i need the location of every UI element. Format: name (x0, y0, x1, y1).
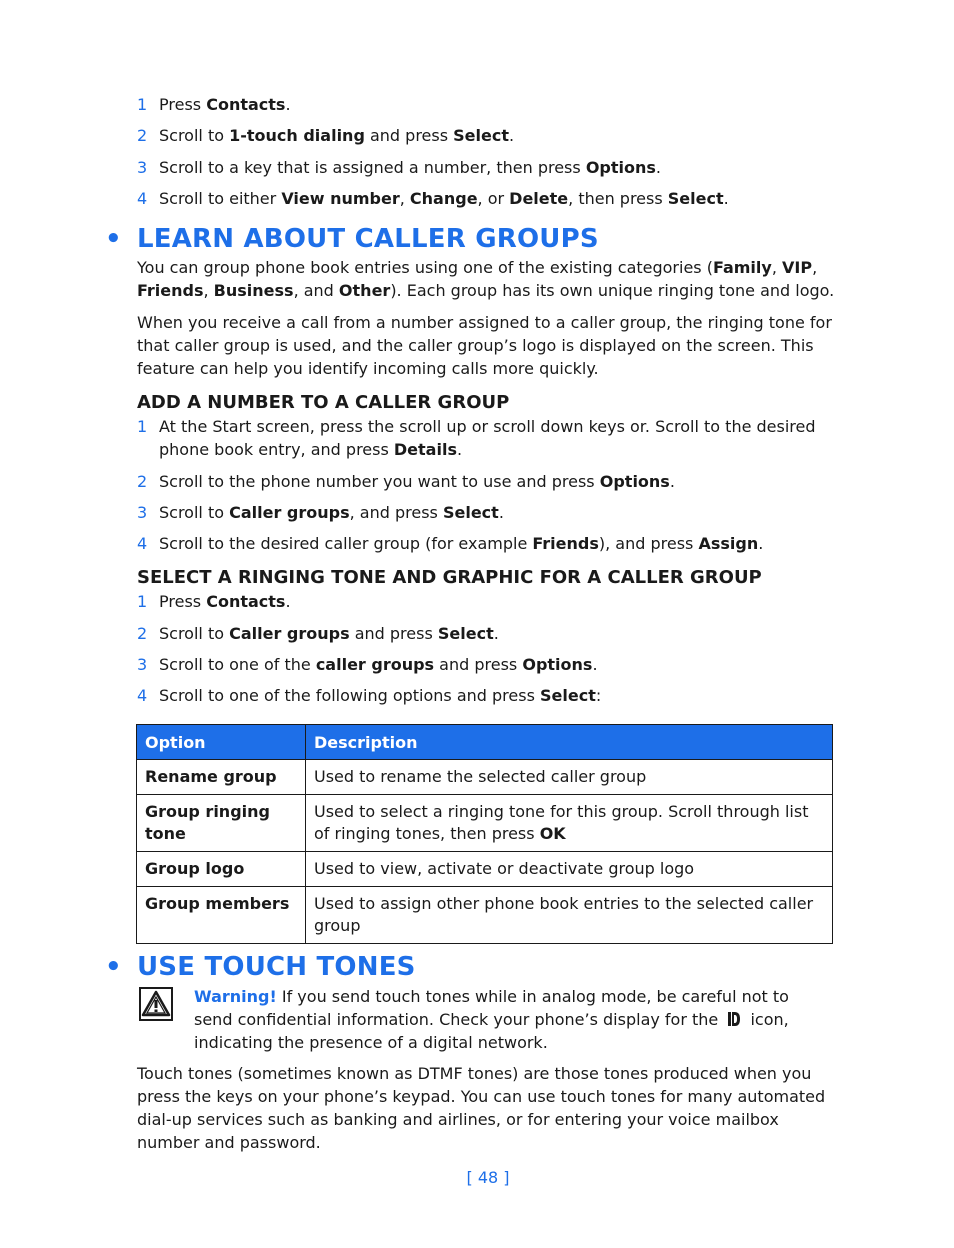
text-run: . (669, 472, 675, 491)
step-item (137, 590, 837, 613)
text-run: . (456, 440, 463, 459)
bold-term: Options (599, 472, 670, 491)
step-item (137, 653, 837, 676)
text-run: . (592, 655, 598, 674)
step-item (137, 415, 837, 461)
subheading-ringing-tone: SELECT A RINGING TONE AND GRAPHIC FOR A CALLER GROUP (137, 567, 762, 588)
header-option: Option (137, 725, 306, 760)
step-text (159, 590, 837, 613)
step-item (137, 532, 837, 555)
step-number: 1 (137, 592, 148, 611)
text-run: Scroll to one of the following options and press (159, 686, 541, 705)
option-cell: Group logo (137, 852, 306, 887)
bold-term: Other (338, 281, 391, 300)
option-cell: Group ringing tone (137, 795, 306, 852)
text-run: , or (477, 189, 510, 208)
bold-term: Select (453, 126, 509, 145)
step-item (137, 187, 837, 210)
description-cell (306, 852, 833, 887)
step-number: 4 (137, 189, 148, 208)
text-run: . (498, 503, 504, 522)
subheading-add-number: ADD A NUMBER TO A CALLER GROUP (137, 392, 510, 413)
bold-term: caller groups (315, 655, 435, 674)
step-text (159, 622, 837, 645)
step-item (137, 93, 837, 116)
text-run: , then press (568, 189, 668, 208)
step-item (137, 124, 837, 147)
option-cell: Group members (137, 887, 306, 944)
text-run: Scroll to (159, 503, 230, 522)
text-run: , and (293, 281, 339, 300)
step-number: 2 (137, 126, 148, 145)
warning-icon (139, 987, 173, 1021)
text-run: : (595, 686, 602, 705)
step-number: 4 (137, 534, 148, 553)
text-run: Scroll to either (159, 189, 282, 208)
description-cell (306, 887, 833, 944)
table-row (137, 760, 833, 795)
bold-term: VIP (782, 258, 813, 277)
text-run: You can group phone book entries using one of the existing categories ( (137, 258, 713, 277)
text-run: Press (159, 95, 207, 114)
bold-term: Details (393, 440, 457, 459)
text-run: Scroll to a key that is assigned a number, then press (159, 158, 586, 177)
options-table (136, 724, 833, 944)
bold-term: Contacts (206, 95, 286, 114)
section-title: LEARN ABOUT CALLER GROUPS (137, 224, 599, 254)
caller-groups-paragraph: When you receive a call from a number assigned to a caller group, the ringing tone for that caller group is used, and the caller group’s logo is displayed on the screen. This feature can help you identify incoming calls more quickly. (137, 313, 832, 378)
text-run: Used to rename the selected caller group (314, 767, 647, 786)
step-text (159, 653, 837, 676)
text-run: and press (434, 655, 523, 674)
warning-text-part2: icon, indicating the presence of a digital network. (194, 1010, 789, 1052)
option-cell: Rename group (137, 760, 306, 795)
text-run: and press (364, 126, 454, 145)
step-text (159, 470, 837, 493)
text-run: ). Each group has its own unique ringing tone and logo. (390, 281, 835, 300)
bold-term: Select (437, 624, 494, 643)
text-run: and press (349, 624, 438, 643)
table-row (137, 887, 833, 944)
bold-term: Family (712, 258, 772, 277)
text-run: Press (159, 592, 207, 611)
step-text (159, 187, 837, 210)
step-text (159, 93, 837, 116)
text-run: Scroll to (159, 624, 230, 643)
bold-term: View number (281, 189, 400, 208)
text-run: ), and press (598, 534, 699, 553)
heading-bullet: • (105, 224, 122, 254)
bold-term: Friends (137, 281, 204, 300)
text-run: . (509, 126, 515, 145)
step-item (137, 622, 837, 645)
text-run: Scroll to one of the (159, 655, 316, 674)
page-number (0, 1168, 954, 1187)
bold-term: Caller groups (229, 624, 350, 643)
bold-term: Assign (698, 534, 759, 553)
warning-text (194, 985, 814, 1054)
bold-term: Business (213, 281, 294, 300)
bold-term: Delete (509, 189, 569, 208)
bold-term: Select (442, 503, 499, 522)
bold-term: Select (540, 686, 596, 705)
step-number: 3 (137, 655, 148, 674)
heading-bullet: • (105, 952, 122, 982)
text-run: , (203, 281, 214, 300)
table-row (137, 852, 833, 887)
text-run: , (771, 258, 782, 277)
step-item (137, 470, 837, 493)
text-run: Scroll to the phone number you want to use and press (159, 472, 600, 491)
step-number: 1 (137, 417, 148, 436)
section-title: USE TOUCH TONES (137, 952, 416, 982)
table-header-row (137, 725, 833, 760)
section-heading-caller-groups (105, 224, 599, 254)
touch-tones-paragraph: Touch tones (sometimes known as DTMF tones) are those tones produced when you press the keys on your phone’s keypad. You can use touch tones for many automated dial-up services such as banking and airlines, or for entering your voice mailbox number and password. (137, 1064, 826, 1152)
description-cell (306, 760, 833, 795)
text-run: , (399, 189, 410, 208)
bold-term: Change (409, 189, 478, 208)
bold-term: Friends (532, 534, 599, 553)
bold-term: OK (539, 824, 566, 843)
text-run: Used to view, activate or deactivate group logo (314, 859, 695, 878)
text-run: Scroll to the desired caller group (for example (159, 534, 533, 553)
step-text (159, 156, 837, 179)
section-heading-touch-tones (105, 952, 416, 982)
bold-term: Select (667, 189, 724, 208)
step-number: 3 (137, 503, 148, 522)
step-text (159, 501, 837, 524)
description-cell (306, 795, 833, 852)
step-number: 1 (137, 95, 148, 114)
text-run: Scroll to (159, 126, 230, 145)
table-row (137, 795, 833, 852)
step-text (159, 124, 837, 147)
digital-network-icon (723, 1008, 745, 1031)
step-item (137, 156, 837, 179)
bold-term: Contacts (206, 592, 286, 611)
step-text (159, 415, 837, 461)
step-item (137, 684, 837, 707)
bold-term: Caller groups (229, 503, 350, 522)
text-run: . (493, 624, 499, 643)
bold-term: Options (522, 655, 593, 674)
step-item (137, 501, 837, 524)
text-run: . (285, 95, 291, 114)
text-run: , and press (349, 503, 443, 522)
text-run: . (723, 189, 729, 208)
step-number: 2 (137, 624, 148, 643)
bold-term: Options (585, 158, 656, 177)
warning-text-part1: If you send touch tones while in analog mode, be careful not to send confidential information. Check your phone’s display for the (194, 987, 789, 1029)
text-run: . (285, 592, 291, 611)
step-number: 2 (137, 472, 148, 491)
warning-label: Warning! (194, 987, 277, 1006)
caller-groups-intro (137, 256, 837, 302)
step-number: 4 (137, 686, 148, 705)
text-run: , (812, 258, 818, 277)
text-run: . (655, 158, 661, 177)
text-run: . (758, 534, 764, 553)
step-text (159, 684, 837, 707)
text-run: Used to select a ringing tone for this group. Scroll through list of ringing tones, then press (314, 802, 809, 843)
text-run: Used to assign other phone book entries to the selected caller group (314, 894, 814, 935)
step-text (159, 532, 837, 555)
step-number: 3 (137, 158, 148, 177)
bold-term: 1-touch dialing (229, 126, 365, 145)
page-number-text: [ 48 ] (466, 1168, 510, 1187)
text-run: At the Start screen, press the scroll up or scroll down keys or. Scroll to the desired phone book entry, and press (159, 417, 816, 459)
header-description: Description (306, 725, 833, 760)
